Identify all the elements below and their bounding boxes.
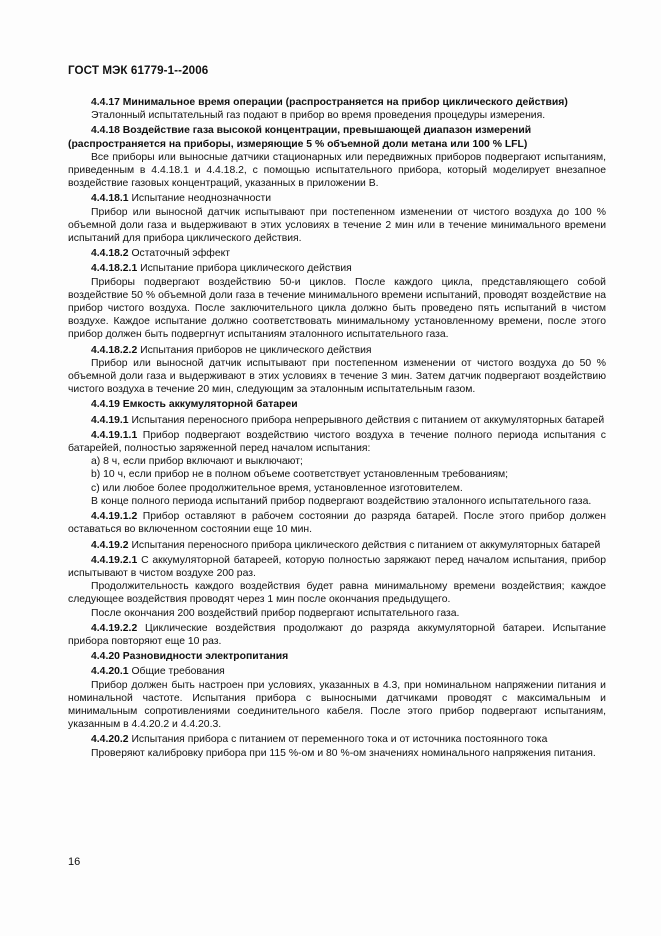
paragraph: Прибор или выносной датчик испытывают при постепенном изменении от чистого воздуха до 100 % объемной доли газа и выдерживают в этих условиях в течение 2 мин или в течение минимального времени испытаний для прибора циклического действия. — [68, 206, 606, 245]
subsection-text: Остаточный эффект — [131, 248, 231, 260]
paragraph: Продолжительность каждого воздействия будет равна минимальному времени воздействия; каждое следующее воздействия проводят через 1 мин после окончания предыдущего. — [68, 581, 606, 606]
subsection — [68, 192, 606, 205]
subsection-number: 4.4.18.1 — [91, 193, 129, 205]
subsection — [68, 733, 606, 746]
subsection-text: Прибор оставляют в рабочем состоянии до разряда батарей. После этого прибор должен оставаться во включенном состоянии еще 10 мин. — [68, 511, 606, 536]
paragraph: После окончания 200 воздействий прибор подвергают испытательного газа. — [91, 607, 460, 619]
subsection — [68, 665, 606, 678]
subsection-text: Общие требования — [131, 666, 225, 678]
subsection — [68, 539, 606, 552]
subsection — [68, 554, 606, 580]
subsection-number: 4.4.19.1.1 — [91, 429, 138, 441]
page-number: 16 — [68, 856, 81, 868]
subsection-text: С аккумуляторной батареей, которую полностью заряжают перед началом испытания, прибор испытывают в чистом воздухе 200 раз. — [68, 554, 606, 579]
section-number: 4.4.20 — [91, 651, 120, 663]
standard-header: ГОСТ МЭК 61779-1--2006 — [68, 64, 209, 77]
subsection — [68, 344, 606, 357]
subsection-number: 4.4.19.2.2 — [91, 622, 138, 634]
section-heading — [68, 96, 606, 109]
subsection-text: Испытания переносного прибора циклического действия с питанием от аккумуляторных батарей — [131, 539, 601, 551]
subsection-number: 4.4.18.2.1 — [91, 263, 138, 275]
section-number: 4.4.18 — [91, 125, 120, 137]
subsection — [68, 622, 606, 648]
subsection-text: Испытание неоднозначности — [131, 193, 272, 205]
paragraph: Прибор должен быть настроен при условиях, указанных в 4.3, при номинальном напряжении питания и номинальной частоте. Испытания прибора с выносными датчиками проводят с максимальным и минимальным сопротивлениями соединительного кабеля. После этого прибор подвергают испытаниям, указанным в 4.4.20.2 и 4.4.20.3. — [68, 679, 606, 731]
section-heading — [68, 650, 606, 663]
section-title: Разновидности электропитания — [122, 651, 289, 663]
subsection — [68, 510, 606, 536]
subsection — [68, 262, 606, 275]
subsection-text: Циклические воздействия продолжают до разряда аккумуляторной батареи. Испытание прибора повторяют еще 10 раз. — [68, 622, 607, 647]
subsection-number: 4.4.19.1.2 — [91, 511, 138, 523]
section-number: 4.4.17 — [91, 97, 120, 108]
paragraph: Все приборы или выносные датчики стационарных или передвижных приборов подвергают испытаниям, приведенным в 4.4.18.1 и 4.4.18.2, с помощью испытательного прибора, который моделирует внезапное воздействие газовых концентраций, указанных в приложении В. — [68, 151, 606, 190]
subsection-text: Прибор подвергают воздействию чистого воздуха в течение полного периода испытания с батарейей, полностью заряженной перед началом испытания: — [68, 429, 606, 455]
section-title: Емкость аккумуляторной батареи — [122, 399, 298, 411]
paragraph: Приборы подвергают воздействию 50-и циклов. После каждого цикла, представляющего собой воздействие 50 % объемной доли газа в течение минимального времени испытаний, проводят воздействие на прибор чистого воздуха. После заключительного цикла должно быть проведено пять испытаний в чистом воздухе. Каждое испытание должно соответствовать минимальному установленному времени, после этого прибор должен быть подвергнут испытаниям эталонного испытательного газа. — [68, 276, 606, 341]
section-title: Воздействие газа высокой концентрации, превышающей диапазон измерений (распространяется на приборы, измеряющие 5 % объемной доли метана или 100 % LFL) — [68, 125, 532, 150]
section-title: Минимальное время операции (распространяется на прибор циклического действия) — [122, 97, 568, 108]
list-item: b) 10 ч, если прибор не в полном объеме соответствует установленным требованиям; — [91, 469, 509, 481]
section-heading — [68, 398, 606, 411]
subsection-text: Испытания переносного прибора непрерывного действия с питанием от аккумуляторных батарей — [131, 414, 605, 426]
subsection-number: 4.4.20.2 — [91, 734, 129, 746]
section-number: 4.4.19 — [91, 399, 120, 411]
subsection-number: 4.4.19.1 — [91, 414, 129, 426]
list-item: c) или любое более продолжительное время, установленное изготовителем. — [91, 482, 463, 494]
subsection — [68, 414, 606, 427]
paragraph: Проверяют калибровку прибора при 115 %-ом и 80 %-ом значениях номинального напряжения питания. — [91, 747, 596, 759]
subsection-text: Испытание прибора циклического действия — [140, 263, 352, 275]
document-body — [68, 94, 606, 760]
subsection — [68, 247, 606, 260]
subsection-number: 4.4.18.2 — [91, 248, 129, 260]
paragraph: Прибор или выносной датчик испытывают при постепенном изменении от чистого воздуха до 50 % объемной доли газа и выдерживают в этих условиях в течение 3 мин. Затем датчик подвергают воздействию чистого воздуха в течение 20 мин, следующим за эталонным испытательным газом. — [68, 357, 606, 396]
subsection-number: 4.4.20.1 — [91, 666, 129, 678]
subsection-number: 4.4.19.2.1 — [91, 554, 138, 566]
subsection-number: 4.4.18.2.2 — [91, 344, 138, 356]
paragraph: В конце полного периода испытаний прибор подвергают воздействию эталонного испытательного газа. — [91, 495, 592, 507]
section-heading — [68, 124, 606, 150]
list-item: a) 8 ч, если прибор включают и выключают; — [91, 456, 303, 468]
subsection-number: 4.4.19.2 — [91, 539, 129, 551]
subsection-text: Испытания прибора с питанием от переменного тока и от источника постоянного тока — [131, 734, 548, 746]
paragraph: Эталонный испытательный газ подают в прибор во время проведения процедуры измерения. — [91, 110, 546, 122]
subsection-text: Испытания приборов не циклического действия — [140, 344, 372, 356]
subsection — [68, 429, 606, 455]
